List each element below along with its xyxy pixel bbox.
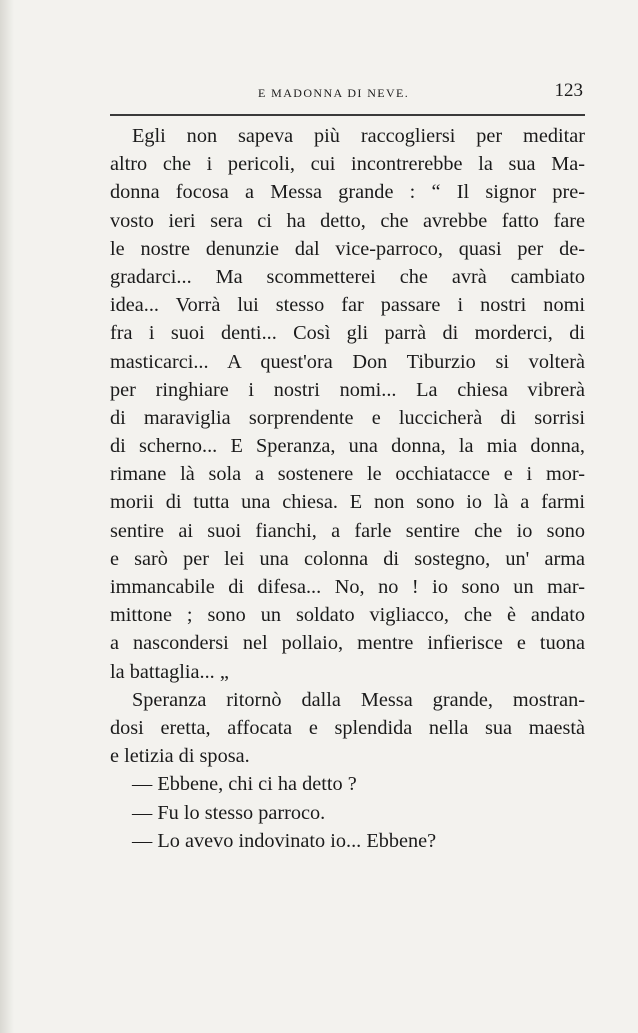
text-line: masticarci... A quest'ora Don Tiburzio si volterà bbox=[110, 350, 585, 373]
dialogue-line: — Lo avevo indovinato io... Ebbene? bbox=[132, 829, 437, 852]
text-line: per ringhiare i nostri nomi... La chiesa vibrerà bbox=[110, 378, 585, 401]
text-line: di scherno... E Speranza, una donna, la mia donna, bbox=[110, 435, 585, 458]
text-line: altro che i pericoli, cui incontrerebbe la sua Ma- bbox=[110, 153, 585, 176]
text-line: idea... Vorrà lui stesso far passare i nostri nomi bbox=[110, 294, 585, 317]
dialogue-line: — Fu lo stesso parroco. bbox=[132, 801, 326, 824]
header-rule bbox=[110, 114, 585, 116]
body-text bbox=[110, 122, 585, 855]
text-line: le nostre denunzie dal vice-parroco, quasi per de- bbox=[110, 237, 585, 260]
text-line: immancabile di difesa... No, no ! io sono un mar- bbox=[110, 576, 585, 598]
text-line: di maraviglia sorprendente e luccicherà di sorrisi bbox=[110, 406, 585, 429]
text-line: e sarò per lei una colonna di sostegno, un' arma bbox=[110, 547, 585, 570]
text-line: sentire ai suoi fianchi, a farle sentire che io sono bbox=[110, 519, 585, 542]
text-line: dosi eretta, affocata e splendida nella sua maestà bbox=[110, 716, 585, 739]
page-number: 123 bbox=[554, 80, 583, 101]
dialogue-line: — Ebbene, chi ci ha detto ? bbox=[132, 773, 357, 796]
text-line: fra i suoi denti... Così gli parrà di morderci, di bbox=[110, 322, 585, 345]
page-gutter-shadow bbox=[0, 0, 14, 1033]
text-line: vosto ieri sera ci ha detto, che avrebbe fatto fare bbox=[110, 209, 585, 232]
text-line: a nascondersi nel pollaio, mentre infierisce e tuona bbox=[110, 632, 585, 655]
text-line: mittone ; sono un soldato vigliacco, che è andato bbox=[110, 604, 585, 627]
text-line: Egli non sapeva più raccogliersi per meditar bbox=[132, 125, 585, 147]
running-title: E MADONNA DI NEVE. bbox=[258, 86, 410, 100]
text-line: morii di tutta una chiesa. E non sono io là a farmi bbox=[110, 491, 585, 514]
text-line: la battaglia... „ bbox=[110, 660, 229, 683]
text-line: gradarci... Ma scommetterei che avrà cambiato bbox=[110, 265, 585, 288]
running-head bbox=[110, 80, 585, 104]
text-line: Speranza ritornò dalla Messa grande, mostran- bbox=[132, 688, 585, 711]
text-line: rimane là sola a sostenere le occhiatacce e i mor- bbox=[110, 463, 585, 486]
text-line: donna focosa a Messa grande : “ Il signor pre- bbox=[110, 181, 585, 204]
text-line: e letizia di sposa. bbox=[110, 745, 250, 768]
